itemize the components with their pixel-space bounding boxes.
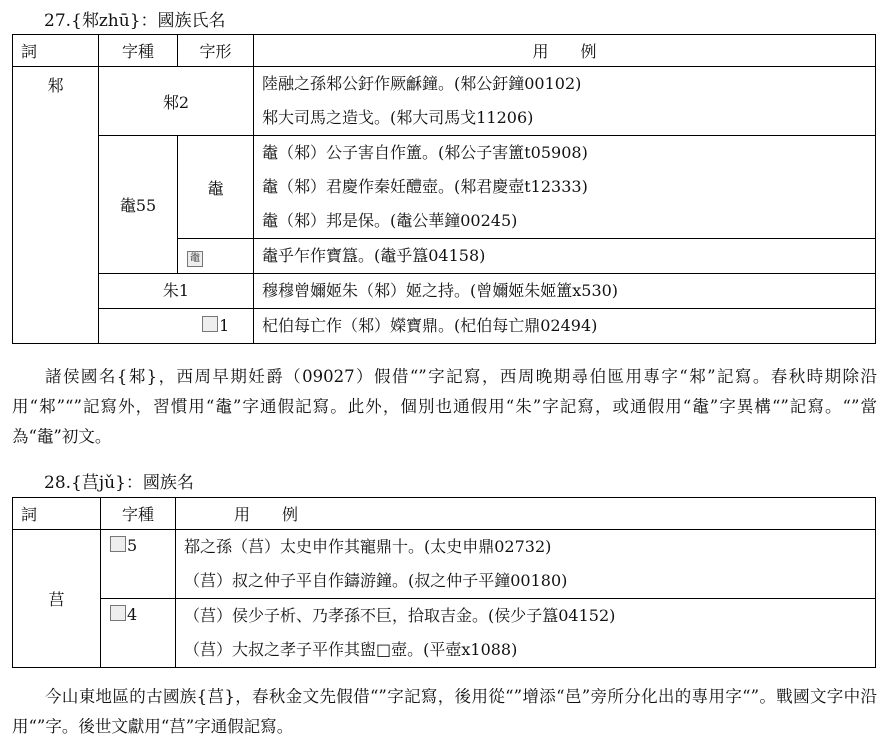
header-yongli: 用 例 [254,35,876,67]
commentary-paragraph-ju: 今山東地區的古國族{莒}，春秋金文先假借“”字記寫，後用從“”增添“邑”旁所分化出的專用字“”。戰國文字中沿用“”字。後世文獻用“莒”字通假記寫。 [12,687,877,736]
example-line: 陸融之孫邾公釪作厥龢鐘。(邾公釪鐘00102) [262,74,582,93]
table-row [13,599,876,668]
table-row [13,530,876,599]
zixing-cell [178,239,254,274]
glyph-image-icon: 鼄 [187,251,203,267]
table-row [13,309,876,344]
example-line: （莒）叔之仲子平自作鑄游鐘。(叔之仲子平鐘00180) [184,571,568,590]
section-heading-ju: 28.{莒jǔ}：國族名 [44,473,194,493]
header-ci: 詞 [13,35,99,67]
example-line: 鼄（邾）公子害自作簠。(邾公子害簠t05908) [262,143,588,162]
commentary-paragraph-zhu: 諸侯國名{邾}，西周早期妊爵（09027）假借“”字記寫，西周晚期尋伯匜用專字“邾”記寫。春秋時期除沿用“邾”“”記寫外，習慣用“鼄”字通假記寫。此外，個別也通假用“朱”字記寫，或通假用“鼄”字異構“”記寫。“”當為“鼄”初文。 [12,367,877,446]
usage-table-zhu [12,34,876,344]
section-heading-zhu: 27.{邾zhū}：國族氏名 [44,11,226,31]
glyph-image-icon [202,316,218,332]
header-yongli: 用 例 [176,498,876,530]
table-row [13,67,876,136]
zizhong-cell: 邾2 [99,67,254,136]
table-header-row [13,498,876,530]
zixing-cell: 1 [178,309,254,344]
header-zizhong: 字種 [99,35,178,67]
example-line: （莒）大叔之孝子平作其盥□壺。(平壺x1088) [184,640,518,659]
glyph-image-icon [110,536,126,552]
table-row [13,136,876,239]
zizhong-cell: 朱1 [99,274,254,309]
header-zixing: 字形 [178,35,254,67]
example-line: 鄀之孫（莒）太史申作其寵鼎十。(太史申鼎02732) [184,537,552,556]
example-line: 穆穆曾嬭姬朱（邾）姬之持。(曾嬭姬朱姬簠x530) [254,274,876,309]
header-ci: 詞 [13,498,101,530]
zizhong-cell: 5 [101,530,176,599]
example-line: 鼄（邾）君慶作秦妊醴壺。(邾君慶壺t12333) [262,177,588,196]
table-header-row [13,35,876,67]
zixing-cell: 鼄 [178,136,254,239]
example-line: 邾大司馬之造戈。(邾大司馬戈11206) [262,108,534,127]
header-zizhong: 字種 [101,498,176,530]
table-row [13,274,876,309]
zizhong-cell: 鼄55 [99,136,178,274]
usage-table-ju [12,497,876,668]
zizhong-cell: 4 [101,599,176,668]
example-line: 鼄（邾）邦是保。(鼄公華鐘00245) [262,211,518,230]
example-line: 鼄乎乍作寶簋。(鼄乎簋04158) [254,239,876,274]
example-line: （莒）侯少子析、乃孝孫不巨，拾取吉金。(侯少子簋04152) [184,606,616,625]
word-cell: 邾 [13,67,99,344]
example-line: 杞伯每亡作（邾）嬫寶鼎。(杞伯每亡鼎02494) [254,309,876,344]
glyph-image-icon [110,605,126,621]
word-cell: 莒 [13,530,101,668]
